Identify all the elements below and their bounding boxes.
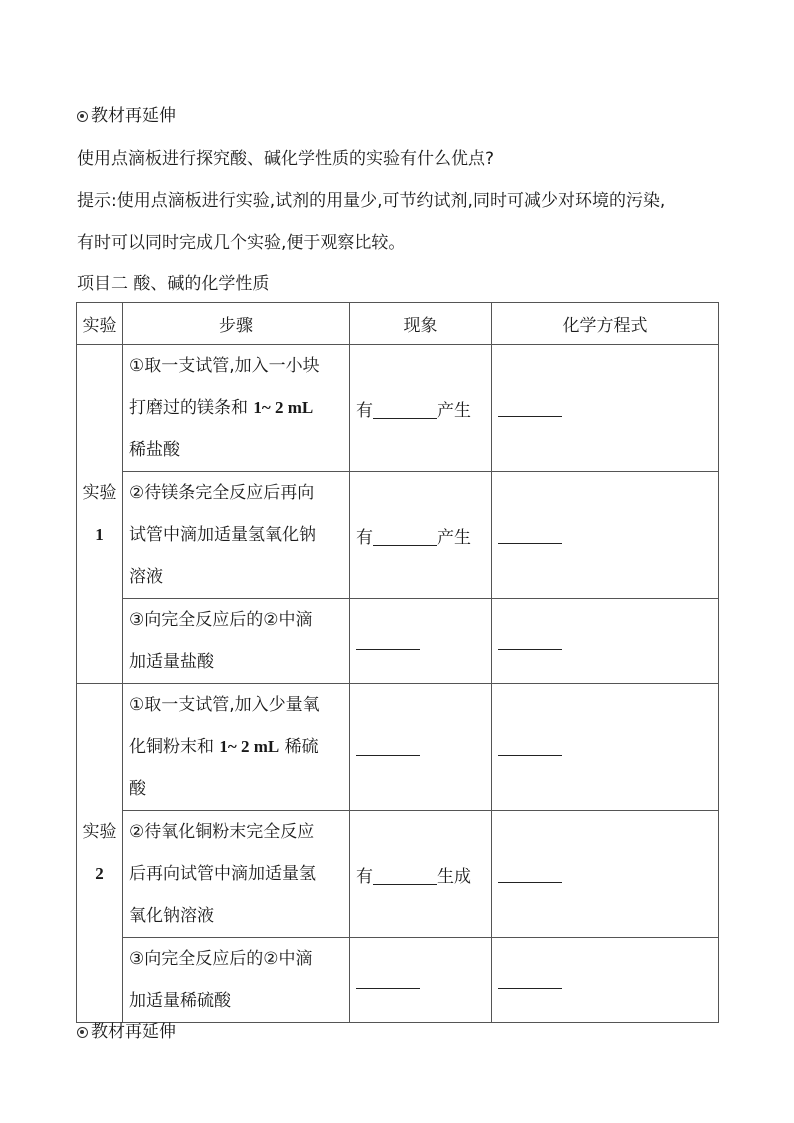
answer-blank[interactable] — [498, 864, 562, 883]
phenomenon-cell — [350, 599, 492, 684]
step-line: 加适量稀硫酸 — [129, 991, 231, 1011]
step-line: ①取一支试管,加入少量氧 — [129, 695, 320, 715]
experiment-1-label — [77, 345, 123, 684]
answer-blank[interactable] — [356, 631, 420, 650]
extension-heading-2 — [77, 1020, 176, 1044]
extension-heading-1 — [77, 104, 176, 128]
step-line: 酸 — [129, 779, 146, 799]
step-line: 后再向试管中滴加适量氢 — [129, 864, 316, 884]
step-line: ①取一支试管,加入一小块 — [129, 356, 320, 376]
answer-blank[interactable] — [498, 737, 562, 756]
answer-blank[interactable] — [373, 400, 437, 419]
bullet-circle-icon — [77, 1027, 88, 1038]
phenomenon-prefix: 有 — [356, 400, 373, 421]
phenomenon-prefix: 有 — [356, 866, 373, 887]
equation-cell — [492, 345, 719, 472]
answer-blank[interactable] — [498, 970, 562, 989]
phenomenon-suffix: 产生 — [437, 527, 471, 548]
step-line: 氧化钠溶液 — [129, 906, 214, 926]
step-line — [129, 726, 343, 768]
experiment-table — [76, 302, 719, 1023]
phenomenon-cell — [350, 811, 492, 938]
equation-cell — [492, 599, 719, 684]
answer-blank[interactable] — [498, 398, 562, 417]
step-quantity: 1~ 2 mL — [253, 398, 314, 417]
table-row — [77, 684, 719, 811]
step-text: 打磨过的镁条和 — [129, 398, 254, 418]
answer-blank[interactable] — [373, 527, 437, 546]
extension-heading-text: 教材再延伸 — [91, 106, 176, 126]
bullet-circle-icon — [77, 111, 88, 122]
table-row — [77, 472, 719, 599]
phenomenon-cell — [350, 472, 492, 599]
table-row — [77, 938, 719, 1023]
step-line: 试管中滴加适量氢氧化钠 — [129, 525, 316, 545]
hint-line-2: 有时可以同时完成几个实验,便于观察比较。 — [77, 233, 406, 253]
experiment-2-label — [77, 684, 123, 1023]
header-steps: 步骤 — [123, 303, 350, 345]
experiment-label-text: 实验 — [82, 822, 117, 842]
header-phenomenon: 现象 — [350, 303, 492, 345]
phenomenon-prefix: 有 — [356, 527, 373, 548]
step-cell — [123, 938, 350, 1023]
equation-cell — [492, 684, 719, 811]
answer-blank[interactable] — [356, 737, 420, 756]
answer-blank[interactable] — [356, 970, 420, 989]
header-experiment: 实验 — [77, 303, 123, 345]
header-equation: 化学方程式 — [492, 303, 719, 345]
phenomenon-cell — [350, 684, 492, 811]
experiment-number: 2 — [95, 864, 104, 883]
step-cell — [123, 811, 350, 938]
phenomenon-cell — [350, 938, 492, 1023]
step-line — [129, 387, 343, 429]
equation-cell — [492, 811, 719, 938]
equation-cell — [492, 472, 719, 599]
step-cell — [123, 472, 350, 599]
table-header-row — [77, 303, 719, 345]
equation-cell — [492, 938, 719, 1023]
answer-blank[interactable] — [498, 631, 562, 650]
table-row — [77, 811, 719, 938]
answer-blank[interactable] — [373, 866, 437, 885]
step-line: ③向完全反应后的②中滴 — [129, 610, 313, 630]
section-title: 项目二 酸、碱的化学性质 — [77, 274, 270, 294]
table-row — [77, 599, 719, 684]
hint-line-1: 提示:使用点滴板进行实验,试剂的用量少,可节约试剂,同时可减少对环境的污染, — [77, 191, 666, 211]
step-line: 加适量盐酸 — [129, 652, 214, 672]
phenomenon-suffix: 产生 — [437, 400, 471, 421]
experiment-label-text: 实验 — [82, 483, 117, 503]
step-text: 稀硫 — [279, 737, 319, 757]
phenomenon-cell — [350, 345, 492, 472]
table-row — [77, 345, 719, 472]
phenomenon-suffix: 生成 — [437, 866, 471, 887]
step-cell — [123, 684, 350, 811]
step-line: 稀盐酸 — [129, 440, 180, 460]
question-text: 使用点滴板进行探究酸、碱化学性质的实验有什么优点? — [77, 149, 495, 169]
extension-heading-text: 教材再延伸 — [91, 1022, 176, 1042]
step-line: 溶液 — [129, 567, 163, 587]
experiment-number: 1 — [95, 525, 104, 544]
step-cell — [123, 345, 350, 472]
answer-blank[interactable] — [498, 525, 562, 544]
step-quantity: 1~ 2 mL — [219, 737, 280, 756]
step-line: ②待镁条完全反应后再向 — [129, 483, 315, 503]
step-line: ②待氧化铜粉末完全反应 — [129, 822, 315, 842]
step-line: ③向完全反应后的②中滴 — [129, 949, 313, 969]
step-text: 化铜粉末和 — [129, 737, 220, 757]
step-cell — [123, 599, 350, 684]
